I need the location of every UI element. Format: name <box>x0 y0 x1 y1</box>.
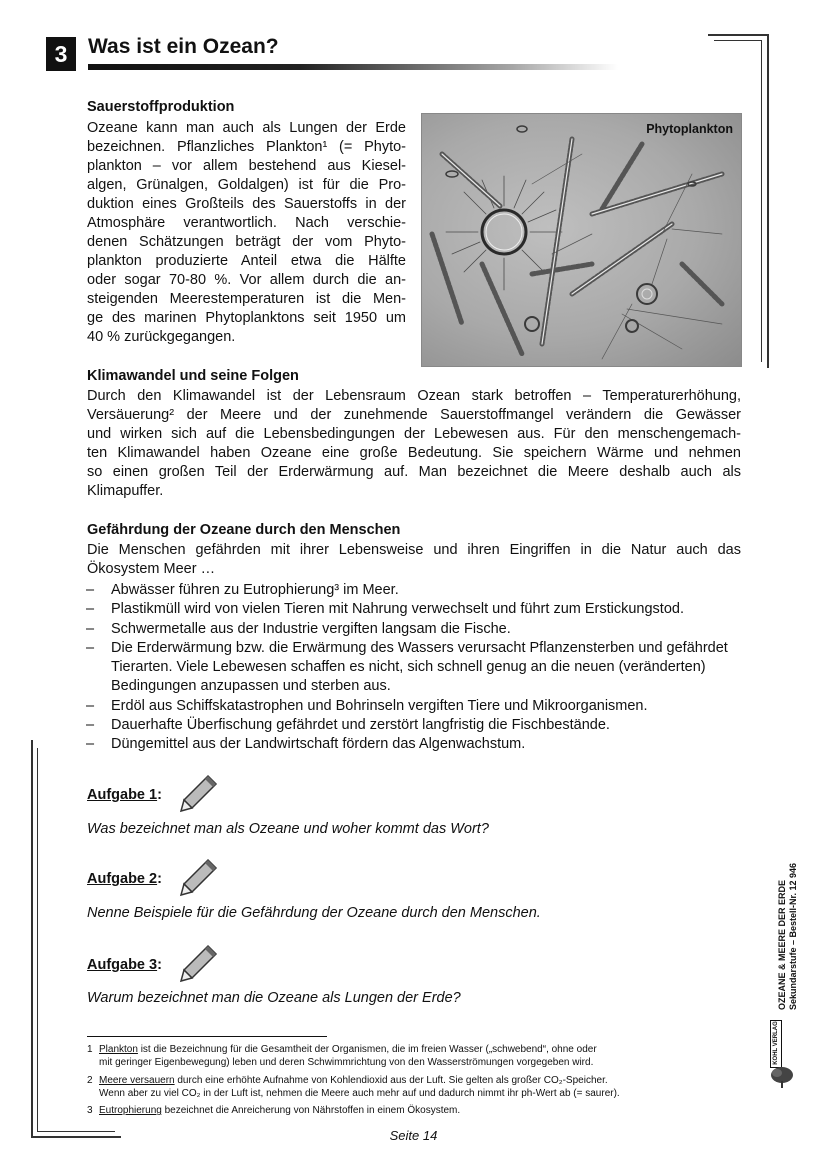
list-dash: – <box>86 620 95 637</box>
task-label-text: Aufgabe 2 <box>87 871 158 887</box>
pencil-icon <box>178 856 220 898</box>
list-item-text: Erdöl aus Schiffskatastrophen und Bohrinseln vergiften Tiere und Mikroorganismen. <box>111 697 648 714</box>
footnote-1 <box>87 1043 687 1069</box>
list-item-text: Dauerhafte Überfischung gefährdet und zerstört langfristig die Fischbestände. <box>111 717 610 734</box>
footnote-term: Eutrophierung <box>99 1105 162 1116</box>
title-underline <box>88 64 618 70</box>
footnote-2 <box>87 1074 687 1100</box>
text-line: oder sogar 70-80 %. Vor allem durch die an- <box>87 272 406 288</box>
text-line: bezeichnen. Pflanzliches Plankton¹ (= Phyto- <box>87 139 406 155</box>
list-dash: – <box>86 601 95 618</box>
footnote-number: 1 <box>87 1044 93 1055</box>
task-1-label: Aufgabe 1: <box>87 787 162 803</box>
text-line: plankton – vor allem bestehend aus Kiesel- <box>87 158 406 174</box>
list-item <box>86 697 742 716</box>
tree-logo-icon <box>769 1066 795 1088</box>
heading-klimawandel: Klimawandel und seine Folgen <box>87 368 299 384</box>
task-2-label: Aufgabe 2: <box>87 871 162 887</box>
footnote-number: 3 <box>87 1105 93 1116</box>
frame-bottom-left-v2 <box>37 748 38 1131</box>
page-title: Was ist ein Ozean? <box>88 35 279 58</box>
list-item-text: Schwermetalle aus der Industrie vergiften langsam die Fische. <box>111 620 511 637</box>
footnote-number: 2 <box>87 1075 93 1086</box>
threat-list <box>86 581 742 755</box>
frame-top-right-v <box>767 34 769 368</box>
paragraph-klimawandel <box>87 387 741 501</box>
list-item-text: Die Erderwärmung bzw. die Erwärmung des Wassers verursacht Pflanzensterben und gefährdet Tierarten. Viele Lebewesen schaffen es nicht, sich schnell genug an die neuen (veränderten) Bedingungen anzupassen und sterben aus. <box>111 639 728 695</box>
list-dash: – <box>86 736 95 753</box>
list-dash: – <box>86 697 95 714</box>
image-label: Phytoplankton <box>646 122 733 136</box>
text-line: steigenden Meerestemperaturen ist die Men- <box>87 291 406 307</box>
side-publisher-info <box>777 830 803 1010</box>
footnote-3 <box>87 1104 687 1117</box>
text-line: so einen großen Teil der Erderwärmung auf. Man bezeichnet die Meere deshalb auch als <box>87 464 741 480</box>
text-line: ten Klimawandel haben Ozeane eine große Bedeutung. Sie speichern Wärme und nehmen <box>87 445 741 461</box>
list-dash: – <box>86 639 95 656</box>
paragraph-sauerstoffproduktion <box>87 119 406 347</box>
list-item <box>86 639 742 697</box>
text-line: ge des marinen Phytoplanktons seit 1950 um <box>87 310 406 326</box>
list-dash: – <box>86 717 95 734</box>
text-line: Versäuerung² der Meere und der zunehmende Sauerstoffmangel verändern die Gewässer <box>87 407 741 423</box>
text-line: 40 % zurückgegangen. <box>87 329 236 345</box>
footnote-term: Meere versauern <box>99 1075 175 1086</box>
text-line: plankton produzierte Anteil etwa die Hälfte <box>87 253 406 269</box>
frame-top-right-v2 <box>761 40 762 362</box>
text-line: Die Menschen gefährden mit ihrer Lebensweise und ihren Eingriffen in die Natur auch das <box>87 542 741 558</box>
pencil-icon <box>178 772 220 814</box>
list-item <box>86 735 742 754</box>
text-line: Klimapuffer. <box>87 483 164 499</box>
list-item <box>86 600 742 619</box>
heading-gefaehrdung: Gefährdung der Ozeane durch den Menschen <box>87 522 401 538</box>
heading-sauerstoffproduktion: Sauerstoffproduktion <box>87 99 235 115</box>
list-item <box>86 620 742 639</box>
side-order-number: Sekundarstufe – Bestell-Nr. 12 946 <box>788 862 798 1010</box>
list-item-text: Düngemittel aus der Landwirtschaft fördern das Algenwachstum. <box>111 736 526 753</box>
text-line: Atmosphäre verantwortlich. Nach verschie- <box>87 215 406 231</box>
list-item <box>86 581 742 600</box>
page-number: Seite 14 <box>389 1128 438 1143</box>
footnote-text-line2: mit geringer Eigenbewegung) leben und deren Schwimmrichtung von den Wasserströmungen vorgegeben wird. <box>99 1057 594 1068</box>
task-2-question: Nenne Beispiele für die Gefährdung der Ozeane durch den Menschen. <box>87 905 541 921</box>
footnote-text: durch eine erhöhte Aufnahme von Kohlendioxid aus der Luft. Sie gelten als großer CO₂-Speicher. <box>174 1075 608 1086</box>
task-1-question: Was bezeichnet man als Ozeane und woher kommt das Wort? <box>87 821 489 837</box>
side-title: OZEANE & MEERE DER ERDE <box>777 879 787 1010</box>
text-line: Ozeane kann man auch als Lungen der Erde <box>87 120 406 136</box>
task-3-label: Aufgabe 3: <box>87 957 162 973</box>
task-3-question: Warum bezeichnet man die Ozeane als Lungen der Erde? <box>87 990 461 1006</box>
publisher-logo <box>770 1020 796 1066</box>
text-line: duktion eines Großteils des Sauerstoffs in der <box>87 196 406 212</box>
text-line: algen, Grünalgen, Goldalgen) ist für die Pro- <box>87 177 406 193</box>
list-dash: – <box>86 582 95 598</box>
footnote-text: bezeichnet die Anreicherung von Nährstoffen in einem Ökosystem. <box>161 1105 461 1116</box>
footnote-text: ist die Bezeichnung für die Gesamtheit der Organismen, die im freien Wasser („schwebend“, ohne oder <box>137 1044 597 1055</box>
list-item-text: Abwässer führen zu Eutrophierung³ im Meer. <box>111 582 399 598</box>
text-line: und wirken sich auf die Lebensbedingungen der Lebewesen aus. Für den menschengemach- <box>87 426 741 442</box>
list-item <box>86 716 742 735</box>
footnote-rule <box>87 1036 327 1037</box>
frame-bottom-left-v <box>31 740 33 1138</box>
plankton-illustration <box>422 114 741 366</box>
frame-top-right-h <box>708 34 768 36</box>
frame-top-right-h2 <box>714 40 762 41</box>
chapter-number: 3 <box>46 37 76 71</box>
task-label-text: Aufgabe 1 <box>87 787 158 803</box>
text-line: Ökosystem Meer … <box>87 561 216 577</box>
task-label-text: Aufgabe 3 <box>87 957 158 973</box>
publisher-name: KOHL VERLAG <box>773 1021 779 1065</box>
pencil-icon <box>178 942 220 984</box>
text-line: Durch den Klimawandel ist der Lebensraum Ozean stark betroffen – Temperaturerhöhung, <box>87 388 741 404</box>
footnote-term: Plankton <box>99 1044 138 1055</box>
list-item-text: Plastikmüll wird von vielen Tieren mit Nahrung verwechselt und führt zum Erstickungstod. <box>111 601 684 618</box>
footnote-text-line2: Wenn aber zu viel CO₂ in der Luft ist, nehmen die Meere auch mehr auf und dadurch nimmt ihr ph-Wert ab (= saurer). <box>99 1088 620 1099</box>
paragraph-gefaehrdung <box>87 541 741 579</box>
text-line: denen Schätzungen beträgt der vom Phyto- <box>87 234 406 250</box>
phytoplankton-photo <box>421 113 742 367</box>
